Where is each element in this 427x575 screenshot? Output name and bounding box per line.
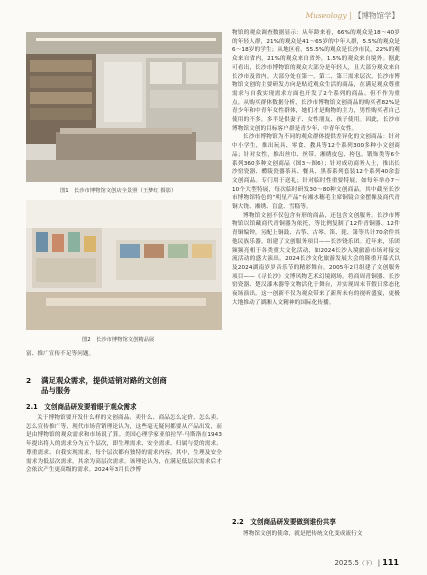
header-cn: 【博物馆学】 [354,11,399,20]
section-2-number: 2 [26,376,32,385]
figure-1-photo [26,32,222,182]
left-body-paragraph: 关于博物馆要开发什么样的文创商品、卖什么、商品怎么定价、怎么卖、怎么宣传推广等，现代市场营销理论认为，这些毫无疑问都要从产品出发，而是由博物馆的观众需求和市场说了算。美国心理学家亚伯拉罕·马斯洛在1943年提出将人的需求分为五个层次，即生理需求、安全需求、归属与爱的需求、尊重需求、自我实现需求，每个层次都有独特的需求内容。其中，生理及安全需求为低层次需求，其余为高层次需求。该理论认为，在满足低层次需求后才会依次产生更高级的需求。2024年3月长沙博 [26,415,222,474]
subsection-2-2-heading: 2.2 文创商品研发要做到谁份共享 [232,518,336,526]
running-header [305,10,399,21]
footer-issue: （下） [358,561,376,567]
section-2-title-line1: 满足观众需求，提供适销对路的文创商 [41,376,167,385]
figure-1-caption: 图1 长沙市博物馆文创店全景照（王梦红 摄影） [60,188,177,194]
left-carry-text: 富、推广宣传不足等问题。 [26,351,95,357]
footer-date: 2025.5 [334,559,359,567]
figure-2-photo [26,200,222,330]
right-column [232,29,400,308]
right-paragraph-4: 博物馆文创的使命，就是把传统文化变成流行文 [243,531,363,537]
page-footer [334,558,399,567]
footer-sep: | [375,559,383,567]
right-paragraph-2: 长沙市博物馆为不同的观众群体提供差异化的文创商品：针对中小学生，推出玩具、零食、教具等12个系列300多种小文创商品；针对女性，推出丝巾、丝带、湘绣皮包、挎包、锻饰类等6个系列360多种文创商品（图3～图6）；针对成功商务人士，推出长沙窑瓷器、醴陵瓷器茶具、餐具、黑茶系列套装12个系列40余套文创商品。专门用于送礼；针对临时性重要特展，如每年举办7～10个大型特展，每次临时研发30～80种文创商品。其中截至长沙市博物馆特色的“明星产品”有湘水穗毛主席铜镜合金摆像及商代青铜大铙、湘绣、盲盒、雪糕等。 [232,134,400,211]
page-number: 111 [382,558,399,567]
header-bar: | [346,11,354,20]
figure-2-caption: 图2 长沙市博物馆文创精品展 [82,337,155,343]
header-en: Museology [305,11,347,20]
section-2-heading [26,376,226,396]
right-paragraph-1: 物馆的观众调查数据显示：从年龄来看，66%的观众是18～40岁的年轻人群，21%的观众是41～65岁的中年人群，5.5%的观众是6～18岁的学生；从地区看，55.5%的观众是长沙市民，22%的观众来自省内，21%的观众来自省外，1.5%的观众来自境外。据此可看出，长沙市博物馆的观众大部分是年轻人，且大部分观众来自长沙市及省内。大部分处在第一、第二、第三需求层次。长沙市博物馆文创的主要研发方向是贴近观众生活的商品，在满足观众尊重需求与自我实现需求方面也开发了2个系列的商品。但不作为重点。从购买群体数据分析，长沙市博物馆文创商品的购买者82%是青少年和中青年女性群体，她们才是购物的主力，男性购买者自己使用的不多，多半是供妻子、女性朋友、孩子使用。因此，长沙市博物馆文创的目标客户群是青少年、中青年女性。 [232,30,400,132]
section-2-title-line2: 品与服务 [41,386,71,395]
right-paragraph-3: 博物馆文创不仅包含有形的商品，还包含文创服务。长沙市博物馆以馆藏商代青铜器为依托，等比例复制了12件青铜器、12件青铜编钟，另配上铜鼓、古筝、古琴、笛、琵、箫等共计70余件其他民族乐器，组建了文创服务项目——长沙铙乐团。近年来，乐团频频亮相于各类重大文化活动，如2024长沙入境旅游市场对接交流活动的盛大演出，2024长沙文化旅游发展大会的隆重开幕式以及2024湖南岁岁音乐节的精彩舞台。2005年2月组建了文创服务项目——《寻长沙》文博风物艺术幻境剧场。将商周青铜器、长沙窑瓷器、楚汉漆木器等文物活化于舞台，并实现周末节假日常态化夜场演出。这一创新不仅为观众带来了新所未有的视听盛宴，更极大地推动了湖湘人文精神的国际化传播。 [232,212,400,306]
subsection-2-1-heading: 2.1 文创商品研发要看眼于观众需求 [26,403,137,411]
